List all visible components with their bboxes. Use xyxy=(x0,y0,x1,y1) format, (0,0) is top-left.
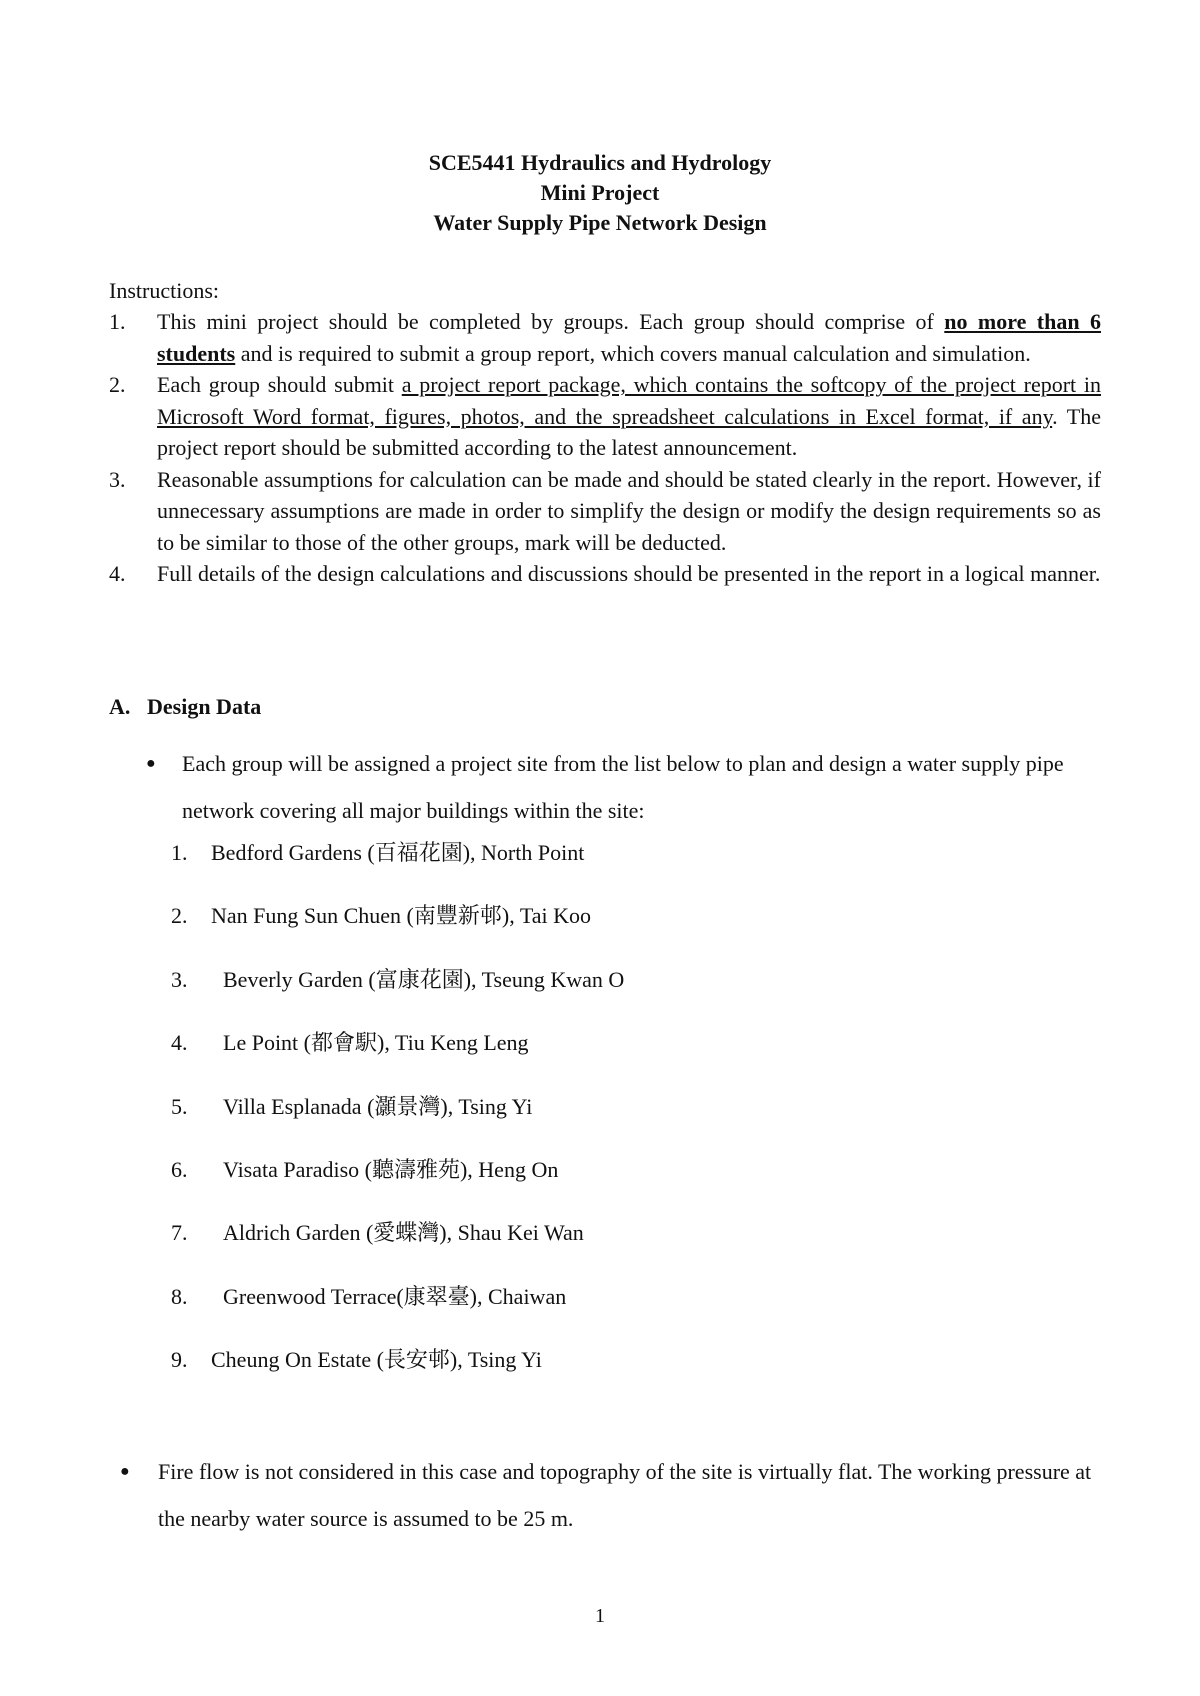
bullet-icon: ● xyxy=(146,755,156,772)
instruction-text xyxy=(157,306,1101,369)
section-letter: A. xyxy=(109,694,131,719)
project-type: Mini Project xyxy=(540,180,660,205)
instructions-list xyxy=(109,306,1101,590)
site-name: Aldrich Garden (愛蝶灣), Shau Kei Wan xyxy=(223,1220,584,1246)
page-number: 1 xyxy=(595,1605,605,1627)
instruction-text xyxy=(157,369,1101,464)
title-block xyxy=(0,148,1200,238)
site-number: 1. xyxy=(171,840,188,865)
site-number: 6. xyxy=(171,1156,188,1182)
site-number: 7. xyxy=(171,1220,188,1246)
site-item xyxy=(171,1345,1071,1408)
site-item xyxy=(171,1218,1071,1281)
site-item xyxy=(171,1028,1071,1091)
site-item xyxy=(171,1092,1071,1155)
section-title: Design Data xyxy=(147,694,262,719)
site-name: Visata Paradiso (聽濤雅苑), Heng On xyxy=(223,1156,559,1182)
bullet-icon: ● xyxy=(120,1463,130,1480)
site-name: Greenwood Terrace(康翠臺), Chaiwan xyxy=(223,1283,567,1309)
instruction-number: 4. xyxy=(109,561,126,586)
site-item xyxy=(171,838,1071,901)
site-name: Cheung On Estate (長安邨), Tsing Yi xyxy=(211,1347,542,1373)
site-number: 8. xyxy=(171,1283,188,1309)
site-number: 2. xyxy=(171,903,188,929)
instruction-number: 3. xyxy=(109,466,126,492)
instruction-text-part: This mini project should be completed by groups. Each group should comprise of xyxy=(157,309,945,334)
bullet-text: Fire flow is not considered in this case and topography of the site is virtually flat. The working pressure at the nearby water source is assumed to be 25 m. xyxy=(158,1459,1092,1531)
instruction-item xyxy=(109,464,1101,559)
site-number: 9. xyxy=(171,1347,188,1373)
bullet-item xyxy=(140,740,1100,834)
site-name: Le Point (都會駅), Tiu Keng Leng xyxy=(223,1030,529,1056)
section-heading xyxy=(109,692,261,722)
site-item xyxy=(171,901,1071,964)
site-list xyxy=(171,838,1071,1409)
group-size-emphasis: no more than 6 students xyxy=(157,309,1102,366)
course-title: SCE5441 Hydraulics and Hydrology xyxy=(428,150,772,175)
instruction-item xyxy=(109,369,1101,464)
instruction-text-part: and is required to submit a group report, which covers manual calculation and simulation. xyxy=(235,340,1031,366)
instruction-item xyxy=(109,558,1101,590)
report-package-underlined: a project report package, which contains the softcopy of the project report in Microsoft Word format, figures, photos, and the spreadsheet calculations in Excel format, if any xyxy=(157,372,1101,429)
instruction-number: 1. xyxy=(109,309,126,334)
bullet-text: Each group will be assigned a project site from the list below to plan and design a water supply pipe network covering all major buildings within the site: xyxy=(182,751,1064,823)
instruction-item xyxy=(109,306,1101,369)
instruction-number: 2. xyxy=(109,372,126,397)
site-name: Bedford Gardens (百福花園), North Point xyxy=(211,840,585,865)
project-title: Water Supply Pipe Network Design xyxy=(433,210,767,235)
instructions-heading: Instructions: xyxy=(109,278,219,303)
site-number: 4. xyxy=(171,1030,188,1056)
site-item xyxy=(171,1282,1071,1345)
instruction-text-part: Each group should submit xyxy=(157,372,402,397)
site-number: 5. xyxy=(171,1093,188,1119)
instruction-text: Full details of the design calculations and discussions should be presented in the report in a logical manner. xyxy=(157,561,1101,586)
site-number: 3. xyxy=(171,966,188,992)
site-item xyxy=(171,965,1071,1028)
instruction-text-part: . The project report should be submitted according to the latest announcement. xyxy=(157,403,1101,460)
site-item xyxy=(171,1155,1071,1218)
instruction-text: Reasonable assumptions for calculation can be made and should be stated clearly in the report. However, if unnecessary assumptions are made in order to simplify the design or modify the design requirements so as to be similar to those of the other groups, mark will be deducted. xyxy=(157,466,1101,555)
site-name: Beverly Garden (富康花園), Tseung Kwan O xyxy=(223,966,625,992)
bullet-item xyxy=(114,1448,1100,1542)
site-name: Nan Fung Sun Chuen (南豐新邨), Tai Koo xyxy=(211,903,591,929)
site-name: Villa Esplanada (灝景灣), Tsing Yi xyxy=(223,1093,533,1119)
